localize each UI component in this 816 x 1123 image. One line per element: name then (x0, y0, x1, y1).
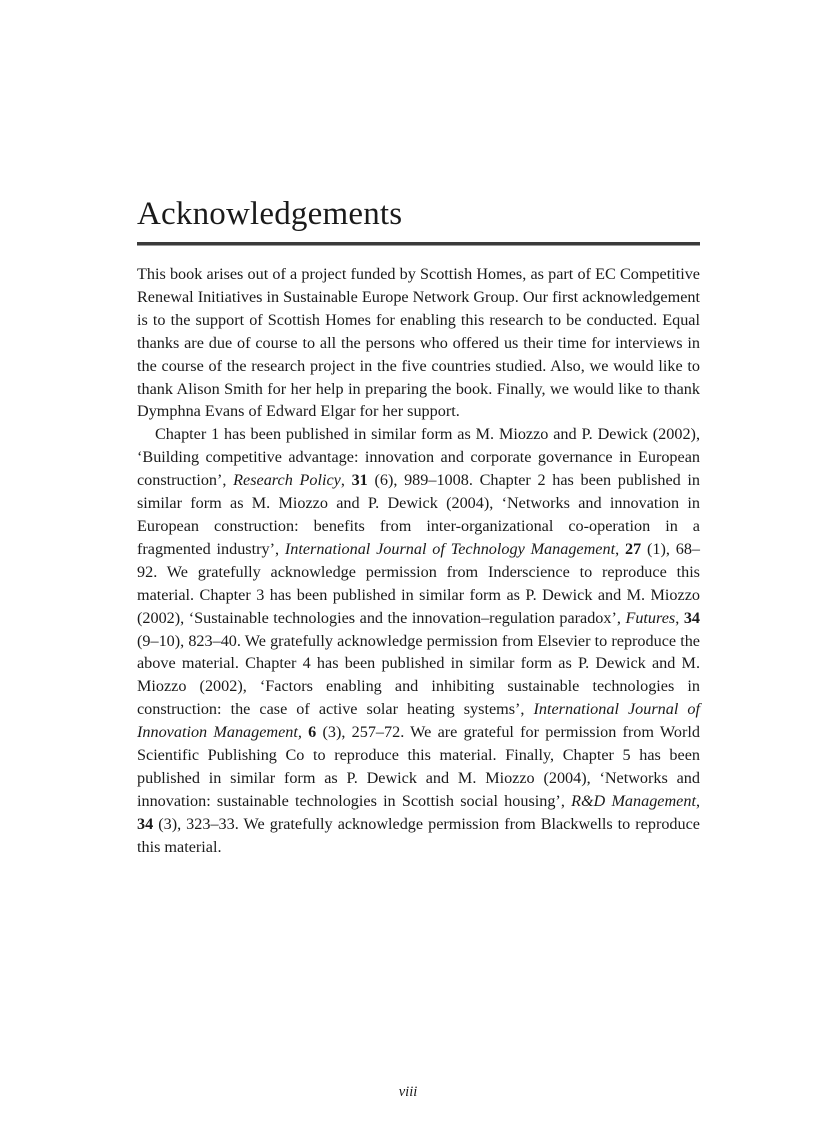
chapter2-citation: Chapter 2 has been published in similar form as M. Miozzo and P. Dewick (2004), ‘Networks and innovation in European construction: benefits from inter-organizational co-operation in a fragmented industry’, (137, 471, 701, 558)
chapter1-separator: , (340, 471, 352, 490)
title-rule (137, 242, 700, 246)
chapter3-separator: , (675, 608, 684, 627)
chapter5-pages: (3), 323–33. We gratefully acknowledge permission from Blackwells to reproduce this material. (137, 814, 700, 856)
chapter3-volume: 34 (683, 608, 700, 627)
chapter4-journal: International Journal of Innovation Management, (137, 700, 700, 742)
chapter1-volume: 31 (351, 471, 368, 490)
chapter5-citation: Finally, Chapter 5 has been published in similar form as P. Dewick and M. Miozzo (2004), ‘Networks and innovation: sustainable technologies in Scottish social housing’, (137, 746, 700, 810)
page-number: viii (398, 1084, 418, 1100)
chapter5-separator: , (695, 791, 700, 810)
chapter2-volume: 27 (624, 539, 642, 558)
paragraph-funding: This book arises out of a project funded by Scottish Homes, as part of EC Competitive Renewal Initiatives in Sustainable Europe Network Group. Our first acknowledgement is to the support of Scottish Homes for enabling this research to be conducted. Equal thanks are due of course to all the persons who offered us their time for interviews in the course of the research project in the five countries studied. Also, we would like to thank Alison Smith for her help in preparing the book. Finally, we would like to thank Dymphna Evans of Edward Elgar for her support. (137, 265, 700, 421)
chapter2-separator: , (615, 539, 625, 558)
chapter3-journal: Futures (625, 608, 676, 627)
chapter4-citation: Chapter 4 has been published in similar form as P. Dewick and M. Miozzo (2002), ‘Factors enabling and inhibiting sustainable technologies in construction: the case of active solar heating systems’, (137, 654, 700, 719)
page-title: Acknowledgements (137, 196, 403, 232)
chapter2-pages: (1), 68–92. We gratefully acknowledge permission from Inderscience to reproduce this material. (137, 539, 701, 604)
chapter2-journal: International Journal of Technology Management (284, 539, 616, 558)
paragraph-publications (137, 423, 700, 858)
chapter1-citation: Chapter 1 has been published in similar form as M. Miozzo and P. Dewick (2002), ‘Building competitive advantage: innovation and corporate governance in European construction’, (137, 425, 700, 490)
document-page (137, 195, 700, 859)
chapter5-volume: 34 (137, 814, 154, 833)
chapter3-citation: Chapter 3 has been published in similar form as P. Dewick and M. Miozzo (2002), ‘Sustainable technologies and the innovation–regulation paradox’, (137, 585, 700, 627)
chapter5-journal: R&D Management (571, 791, 696, 810)
chapter4-pages: (3), 257–72. We are grateful for permission from World Scientific Publishing Co to reproduce this material. (137, 723, 700, 765)
chapter1-journal: Research Policy (233, 471, 341, 490)
chapter1-pages: (6), 989–1008. (367, 471, 480, 490)
chapter3-pages: (9–10), 823–40. We gratefully acknowledge permission from Elsevier to reproduce the above material. (137, 631, 700, 673)
body-text (137, 263, 700, 859)
chapter4-volume: 6 (308, 723, 317, 742)
